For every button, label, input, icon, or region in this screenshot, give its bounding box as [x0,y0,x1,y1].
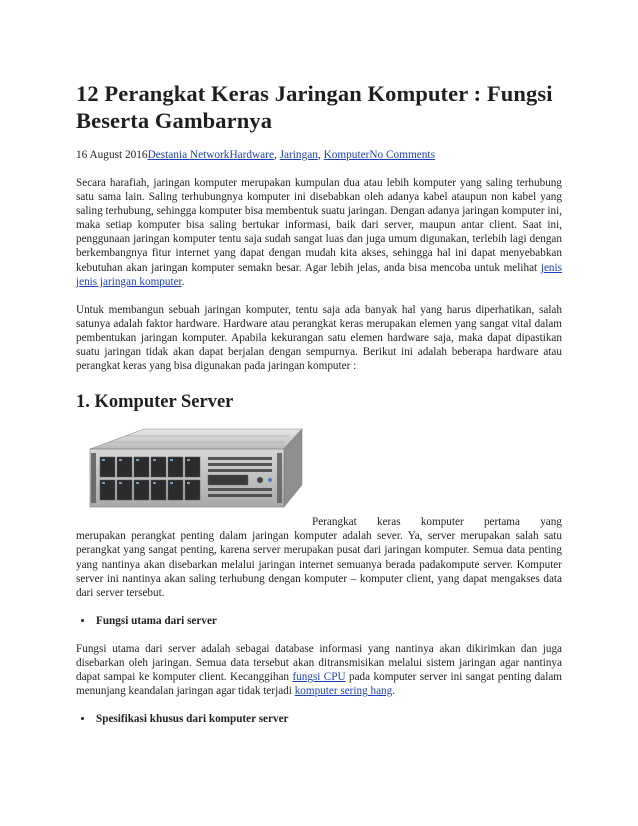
jenis-jaringan-link[interactable]: jenis jenis jaringan komputer [76,261,562,288]
intro-text: Secara harafiah, jaringan komputer merupakan kumpulan dua atau lebih komputer yang saling terhubung satu sama lain. Saling terhubungnya komputer ini disebabkan oleh adanya kabel ataupun non kabel yang saling terhubung, sehingga komputer bisa membentuk suatu jaringan. Dengan adanya jaringan komputer ini, maka setiap komputer bisa saling bertukar informasi, baik dari server, maupun antar client. Saat ini, penggunaan jaringan komputer tentu saja sudah sangat luas dan juga umum digunakan, terlebih lagi dengan berkembangnya fitur internet yang dapat dengan mudah kita akses, sehingga hal ini dapat menyebabkan kebutuhan akan jaringan komputer semakn besar. Agar lebih jelas, anda bisa mencoba untuk melihat [76,177,562,274]
article-title: 12 Perangkat Keras Jaringan Komputer : Fungsi Beserta Gambarnya [76,81,553,133]
komputer-hang-link[interactable]: komputer sering hang [294,685,393,698]
category-link-jaringan[interactable]: Jaringan [279,149,318,161]
intro-paragraph [76,176,562,289]
bullet-list-fungsi [76,614,562,628]
bullet-fungsi-server: • Fungsi utama dari server [94,614,562,628]
hardware-paragraph: Untuk membangun sebuah jaringan komputer, tentu saja ada banyak hal yang harus diperhatikan, salah satunya adalah faktor hardware. Hardware atau perangkat keras merupakan elemen yang sangat vital dalam pembentukan jaringan komputer. Apabila kekurangan satu elemen hardware saja, maka dapat dipastikan suatu jaringan tidak akan dapat berjalan dengan sempurnya. Berikut ini adalah beberapa hardware atau perangkat keras yang bisa digunakan pada jaringan komputer : [76,303,562,373]
rack-server-image [84,427,306,515]
post-meta [76,148,562,162]
fungsi-text: Fungsi utama dari server adalah sebagai database informasi yang nantinya akan dikirimkan dan juga disebarkan oleh jaringan. Semua data tersebut akan ditransmisikan melalui sistem jaringan agar nantinya dapat sampai ke komputer client. Kecanggihan [76,642,562,684]
server-paragraph: merupakan perangkat penting dalam jaringan komputer adalah sever. Ya, server merupakan salah satu perangkat yang sangat penting, karena server merupakan pusat dari jaringan komputer. Semua data penting yang nantinya akan disebarkan melalui jaringan internet semuanya berada padakompute server. Komputer server ini nantinya akan saling terhubung dengan komputer – komputer client, yang dapat mengakses data dari server tersebut. [76,530,562,599]
meta-separator: , [317,149,324,161]
word: Perangkat [312,516,357,529]
fungsi-text-mid: pada komputer server ini sangat penting dalam menunjang keandalan jaringan agar tidak terjadi [76,671,562,698]
intro-end: . [181,275,185,288]
section-heading-server: 1. Komputer Server [76,392,234,413]
word: yang [540,516,562,529]
meta-separator: , [273,149,280,161]
category-link-komputer[interactable]: Komputer [323,149,370,161]
fungsi-end: . [392,685,396,698]
author-link[interactable]: Destania Network [147,149,230,161]
word: keras [376,516,401,529]
word: komputer [420,516,464,529]
server-figure [76,427,562,515]
category-link-hardware[interactable]: Hardware [229,149,274,161]
fungsi-paragraph [76,642,562,698]
post-date: 16 August 2016 [76,149,148,161]
word: pertama [483,516,520,529]
fungsi-cpu-link[interactable]: fungsi CPU [292,671,346,684]
bullet-spesifikasi-server: • Spesifikasi khusus dari komputer server [94,712,562,726]
comments-link[interactable]: No Comments [369,149,435,161]
server-first-line [76,515,562,529]
bullet-list-spesifikasi [76,712,562,726]
article [76,80,562,726]
